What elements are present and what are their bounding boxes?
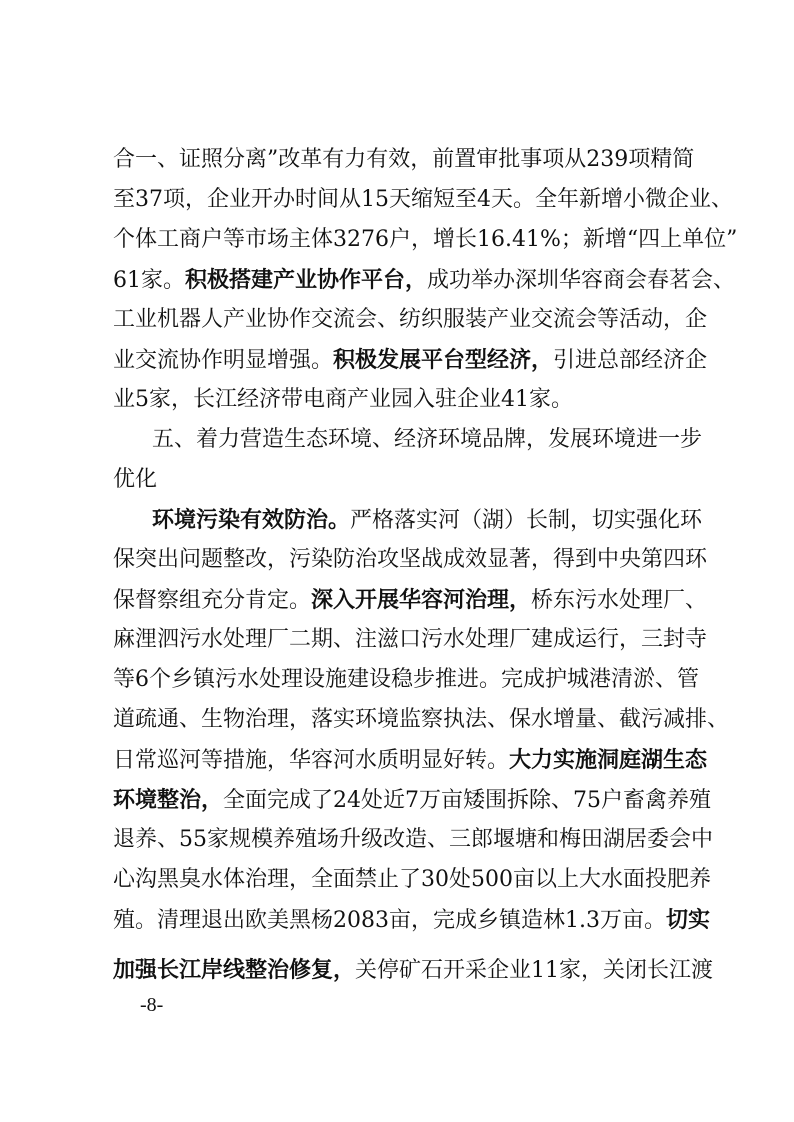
text-line xyxy=(113,740,708,780)
text-run: 殖。清理退出欧美黑杨2083亩，完成乡镇造林1.3万亩。 xyxy=(113,908,666,933)
text-run: 桥东污水处理厂、 xyxy=(531,588,708,613)
text-line xyxy=(113,620,708,660)
text-run: 61家。 xyxy=(113,268,185,293)
text-run: 麻浬泗污水处理厂二期、注滋口污水处理厂建成运行，三封寺 xyxy=(113,627,708,652)
text-run: 引进总部经济企 xyxy=(553,348,708,373)
text-line xyxy=(113,860,711,900)
text-run: 关停矿石开采企业11家，关闭长江渡 xyxy=(355,958,714,983)
bold-phrase: 深入开展华容河治理， xyxy=(311,587,532,613)
text-line xyxy=(152,420,703,460)
bold-phrase: 积极发展平台型经济， xyxy=(333,347,554,373)
text-run: 日常巡河等措施，华容河水质明显好转。 xyxy=(113,748,510,773)
bold-phrase: 环境污染有效防治。 xyxy=(152,507,351,533)
text-line xyxy=(113,820,713,860)
text-run: 等6个乡镇污水处理设施建设稳步推进。完成护城港清淤、管 xyxy=(113,667,699,692)
text-line xyxy=(152,500,703,540)
text-line xyxy=(113,460,686,500)
text-run: 心沟黑臭水体治理，全面禁止了30处500亩以上大水面投肥养 xyxy=(113,867,711,892)
bold-phrase: 积极搭建产业协作平台， xyxy=(185,267,428,293)
bold-phrase: 加强长江岸线整治修复， xyxy=(113,957,356,983)
text-run: 五、着力营造生态环境、经济环境品牌，发展环境进一步 xyxy=(152,427,703,452)
bold-phrase: 环境整治， xyxy=(113,787,224,813)
text-run: 业5家，长江经济带电商产业园入驻企业41家。 xyxy=(113,387,573,412)
text-line xyxy=(113,540,708,580)
text-line xyxy=(113,900,710,940)
text-run: 合一、证照分离”改革有力有效，前置审批事项从239项精简 xyxy=(113,147,695,172)
text-run: 个体工商户等市场主体3276户，增长16.41%；新增“四上单位” xyxy=(113,227,738,252)
text-run: 优化 xyxy=(113,467,158,492)
text-line xyxy=(113,260,736,300)
text-line xyxy=(113,340,708,380)
text-run: 保突出问题整改，污染防治攻坚战成效显著，得到中央第四环 xyxy=(113,547,708,572)
text-run: 业交流协作明显增强。 xyxy=(113,348,334,373)
bold-phrase: 大力实施洞庭湖生态 xyxy=(509,747,708,773)
text-line xyxy=(113,580,708,620)
text-line xyxy=(113,380,686,420)
text-line xyxy=(113,180,733,220)
text-run: 退养、55家规模养殖场升级改造、三郎堰塘和梅田湖居委会中 xyxy=(113,827,713,852)
text-line xyxy=(113,700,730,740)
text-line xyxy=(113,780,712,820)
text-line xyxy=(113,140,695,180)
page-number: -8- xyxy=(140,994,164,1016)
text-line xyxy=(113,300,708,340)
text-run: 成功举办深圳华容商会春茗会、 xyxy=(427,268,736,293)
text-run: 保督察组充分肯定。 xyxy=(113,588,312,613)
text-line xyxy=(113,220,738,260)
bold-phrase: 切实 xyxy=(665,907,710,933)
text-line xyxy=(113,660,699,700)
text-run: 全面完成了24处近7万亩矮围拆除、75户畜禽养殖 xyxy=(223,788,712,813)
text-run: 至37项，企业开办时间从15天缩短至4天。全年新增小微企业、 xyxy=(113,187,733,212)
text-run: 严格落实河（湖）长制，切实强化环 xyxy=(350,508,703,533)
text-line xyxy=(113,950,714,990)
text-run: 道疏通、生物治理，落实环境监察执法、保水增量、截污减排、 xyxy=(113,707,730,732)
text-run: 工业机器人产业协作交流会、纺织服装产业交流会等活动，企 xyxy=(113,307,708,332)
